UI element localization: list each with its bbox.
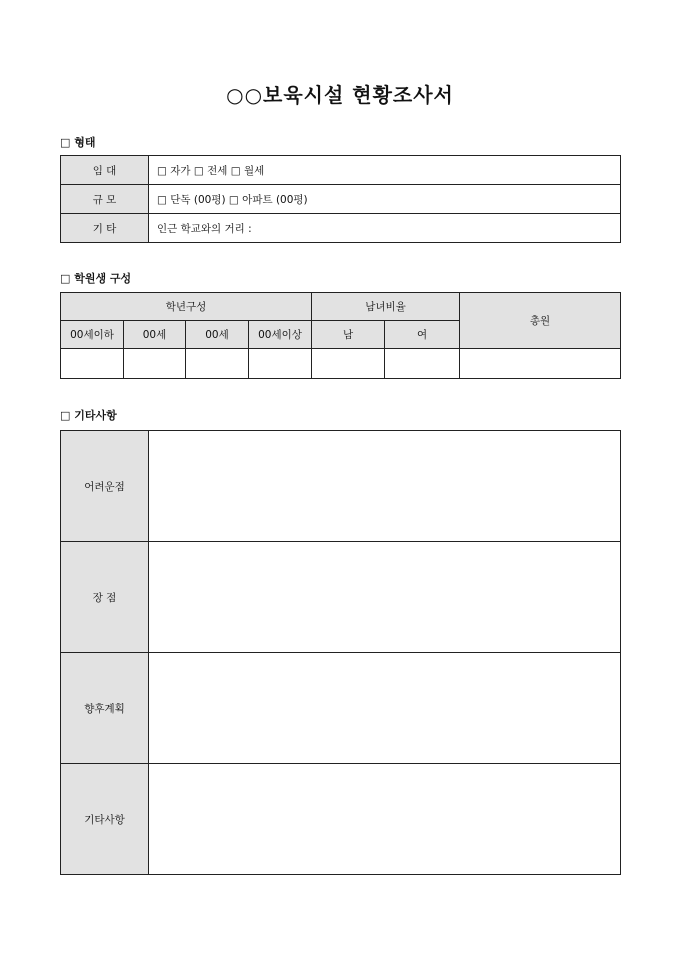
document-title: ○○보육시설 현황조사서 xyxy=(226,83,454,107)
input-cell[interactable] xyxy=(61,349,124,379)
other-table xyxy=(60,430,621,875)
input-cell[interactable] xyxy=(186,349,249,379)
col-header: 00세이하 xyxy=(61,321,124,349)
size-options[interactable]: □ 단독 (00평) □ 아파트 (00평) xyxy=(149,185,621,214)
type-table xyxy=(60,155,621,243)
col-header: 00세 xyxy=(124,321,186,349)
section-heading-students: □ 학원생 구성 xyxy=(60,272,132,285)
total-header: 총원 xyxy=(460,293,621,349)
grade-group-header: 학년구성 xyxy=(61,293,312,321)
rent-options[interactable]: □ 자가 □ 전세 □ 월세 xyxy=(149,156,621,185)
col-header: 00세이상 xyxy=(249,321,312,349)
col-header: 00세 xyxy=(186,321,249,349)
table-row xyxy=(61,156,621,185)
school-distance-field[interactable]: 인근 학교와의 거리 : xyxy=(149,214,621,243)
ratio-group-header: 남녀비율 xyxy=(312,293,460,321)
strengths-field[interactable] xyxy=(149,542,621,653)
students-table xyxy=(60,292,621,379)
table-row xyxy=(61,293,621,321)
table-row xyxy=(61,349,621,379)
etc-label: 기 타 xyxy=(61,214,149,243)
input-cell[interactable] xyxy=(460,349,621,379)
table-row xyxy=(61,764,621,875)
input-cell[interactable] xyxy=(385,349,460,379)
difficulty-field[interactable] xyxy=(149,431,621,542)
input-cell[interactable] xyxy=(312,349,385,379)
size-label: 규 모 xyxy=(61,185,149,214)
table-row xyxy=(61,542,621,653)
table-row xyxy=(61,653,621,764)
col-header: 남 xyxy=(312,321,385,349)
section-heading-other: □ 기타사항 xyxy=(60,409,117,422)
section-heading-type: □ 형태 xyxy=(60,136,96,149)
table-row xyxy=(61,214,621,243)
strengths-label: 장 점 xyxy=(61,542,149,653)
table-row xyxy=(61,185,621,214)
other-notes-field[interactable] xyxy=(149,764,621,875)
input-cell[interactable] xyxy=(249,349,312,379)
rent-label: 임 대 xyxy=(61,156,149,185)
future-plan-field[interactable] xyxy=(149,653,621,764)
difficulty-label: 어려운점 xyxy=(61,431,149,542)
future-plan-label: 향후계획 xyxy=(61,653,149,764)
input-cell[interactable] xyxy=(124,349,186,379)
table-row xyxy=(61,431,621,542)
other-notes-label: 기타사항 xyxy=(61,764,149,875)
col-header: 여 xyxy=(385,321,460,349)
